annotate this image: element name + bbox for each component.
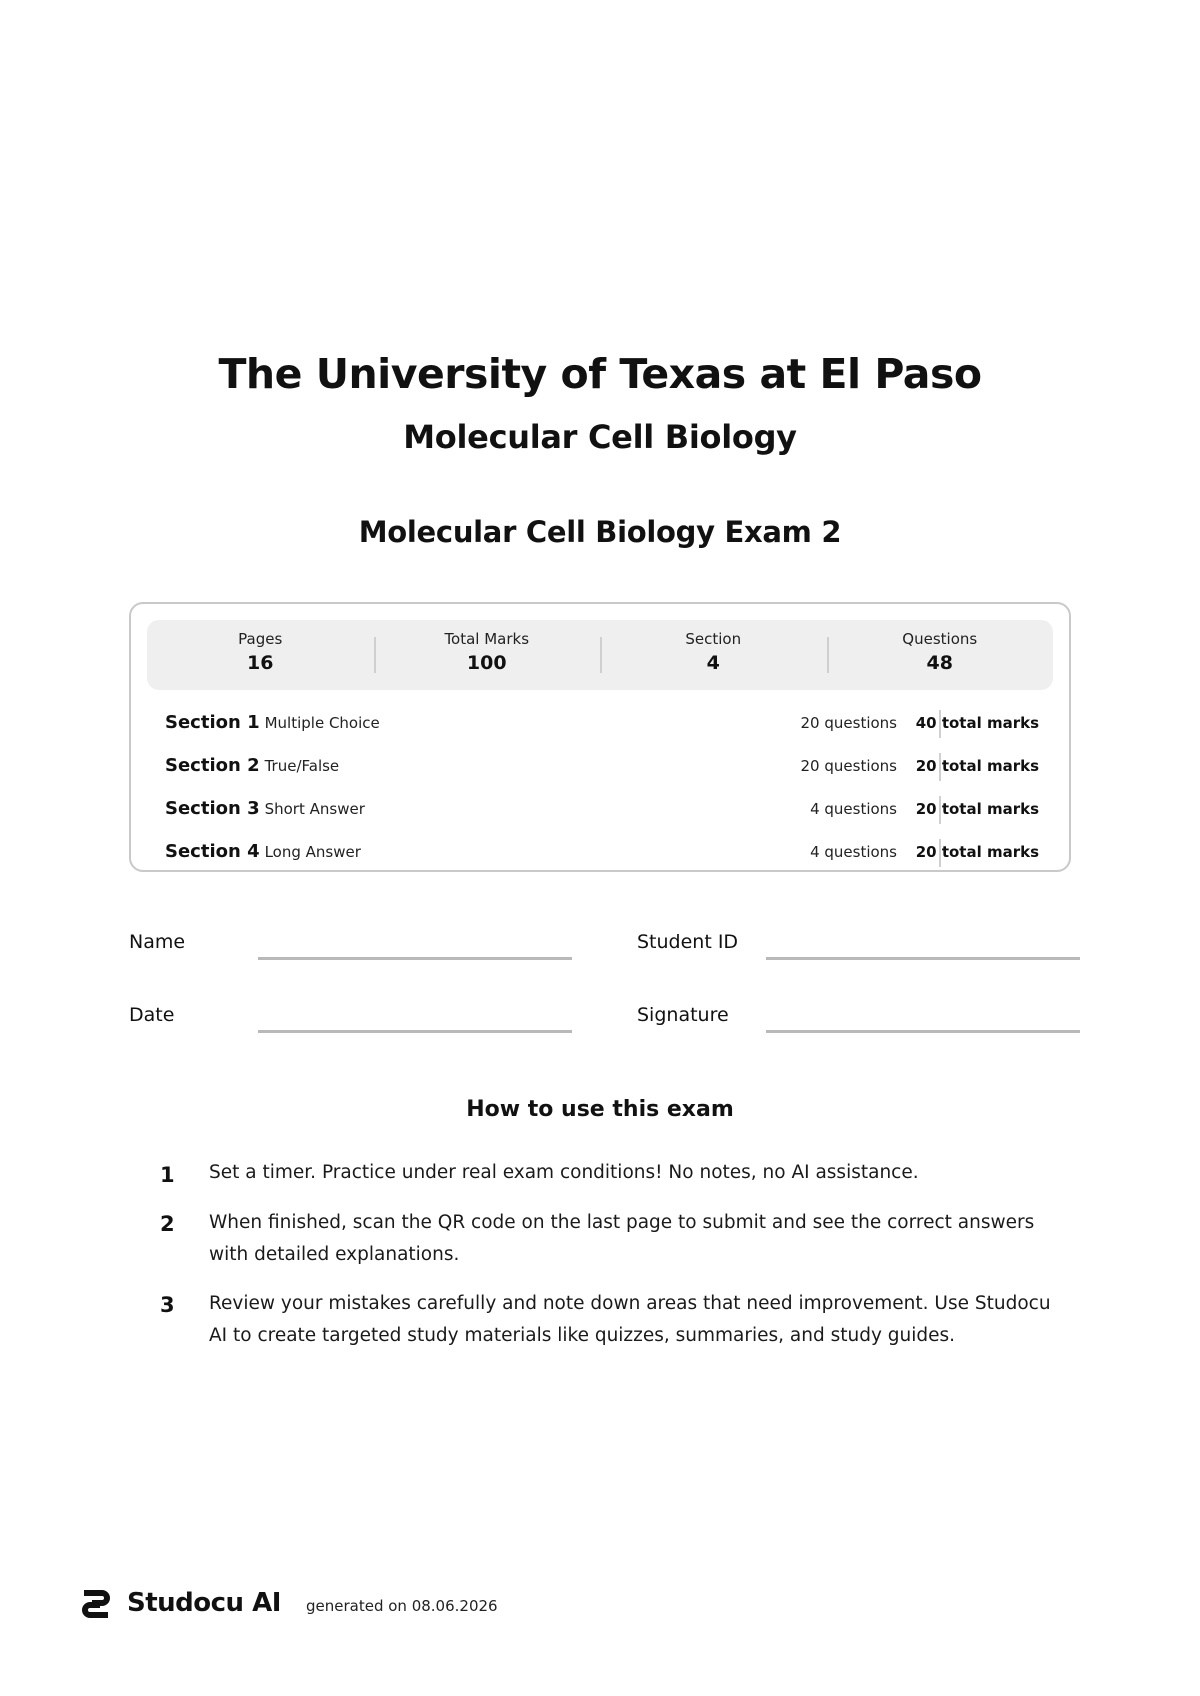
howto-title: How to use this exam xyxy=(466,1097,734,1122)
section-row-1 xyxy=(165,710,1039,740)
section-questions: 4 questions xyxy=(810,843,897,861)
stat-total-marks xyxy=(374,620,601,690)
name-field[interactable] xyxy=(258,957,572,960)
step-text: When finished, scan the QR code on the last page to submit and see the correct answers with detailed explanations. xyxy=(209,1212,1035,1265)
section-type: Long Answer xyxy=(264,843,361,861)
section-questions: 20 questions xyxy=(800,757,897,775)
step-text: Set a timer. Practice under real exam conditions! No notes, no AI assistance. xyxy=(209,1162,919,1183)
stats-bar xyxy=(147,620,1053,690)
date-field[interactable] xyxy=(258,1030,572,1033)
stat-pages xyxy=(147,620,374,690)
section-row-2 xyxy=(165,753,1039,783)
step-number: 2 xyxy=(160,1212,175,1236)
university-title: The University of Texas at El Paso xyxy=(218,350,982,398)
course-title: Molecular Cell Biology xyxy=(403,418,797,456)
signature-field[interactable] xyxy=(766,1030,1080,1033)
section-row-4 xyxy=(165,839,1039,869)
section-name xyxy=(165,841,361,862)
section-marks: 20 total marks xyxy=(915,800,1039,818)
stat-label: Questions xyxy=(902,630,978,648)
step-number: 3 xyxy=(160,1293,175,1317)
exam-summary-card xyxy=(129,602,1071,872)
section-type: Short Answer xyxy=(264,800,365,818)
section-questions: 20 questions xyxy=(800,714,897,732)
name-label: Name xyxy=(129,931,186,953)
stat-value: 4 xyxy=(706,652,720,674)
stat-label: Pages xyxy=(238,630,283,648)
step-text: Review your mistakes carefully and note down areas that need improvement. Use Studocu AI to create targeted study materials like quizzes, summaries, and study guides. xyxy=(209,1293,1051,1346)
stat-label: Section xyxy=(685,630,742,648)
stat-questions xyxy=(827,620,1054,690)
student-id-field[interactable] xyxy=(766,957,1080,960)
section-marks: 20 total marks xyxy=(915,757,1039,775)
date-label: Date xyxy=(129,1004,175,1026)
section-questions: 4 questions xyxy=(810,800,897,818)
section-marks: 20 total marks xyxy=(915,843,1039,861)
section-name xyxy=(165,712,380,733)
section-marks: 40 total marks xyxy=(915,714,1039,732)
stat-section xyxy=(600,620,827,690)
stat-label: Total Marks xyxy=(444,630,530,648)
section-name xyxy=(165,798,365,819)
section-type: Multiple Choice xyxy=(264,714,380,732)
stat-value: 48 xyxy=(926,652,953,674)
section-label: Section 3 xyxy=(165,798,260,819)
section-type: True/False xyxy=(264,757,340,775)
studocu-logo-icon xyxy=(78,1586,114,1622)
section-name xyxy=(165,755,339,776)
student-id-label: Student ID xyxy=(637,931,739,953)
step-number: 1 xyxy=(160,1163,175,1187)
section-label: Section 1 xyxy=(165,712,260,733)
exam-title: Molecular Cell Biology Exam 2 xyxy=(358,515,842,549)
brand-name: Studocu AI xyxy=(127,1588,281,1618)
stat-value: 16 xyxy=(247,652,274,674)
section-label: Section 4 xyxy=(165,841,260,862)
generated-date: generated on 08.06.2026 xyxy=(306,1597,498,1615)
section-row-3 xyxy=(165,796,1039,826)
section-label: Section 2 xyxy=(165,755,260,776)
stat-value: 100 xyxy=(466,652,507,674)
signature-label: Signature xyxy=(637,1004,729,1026)
